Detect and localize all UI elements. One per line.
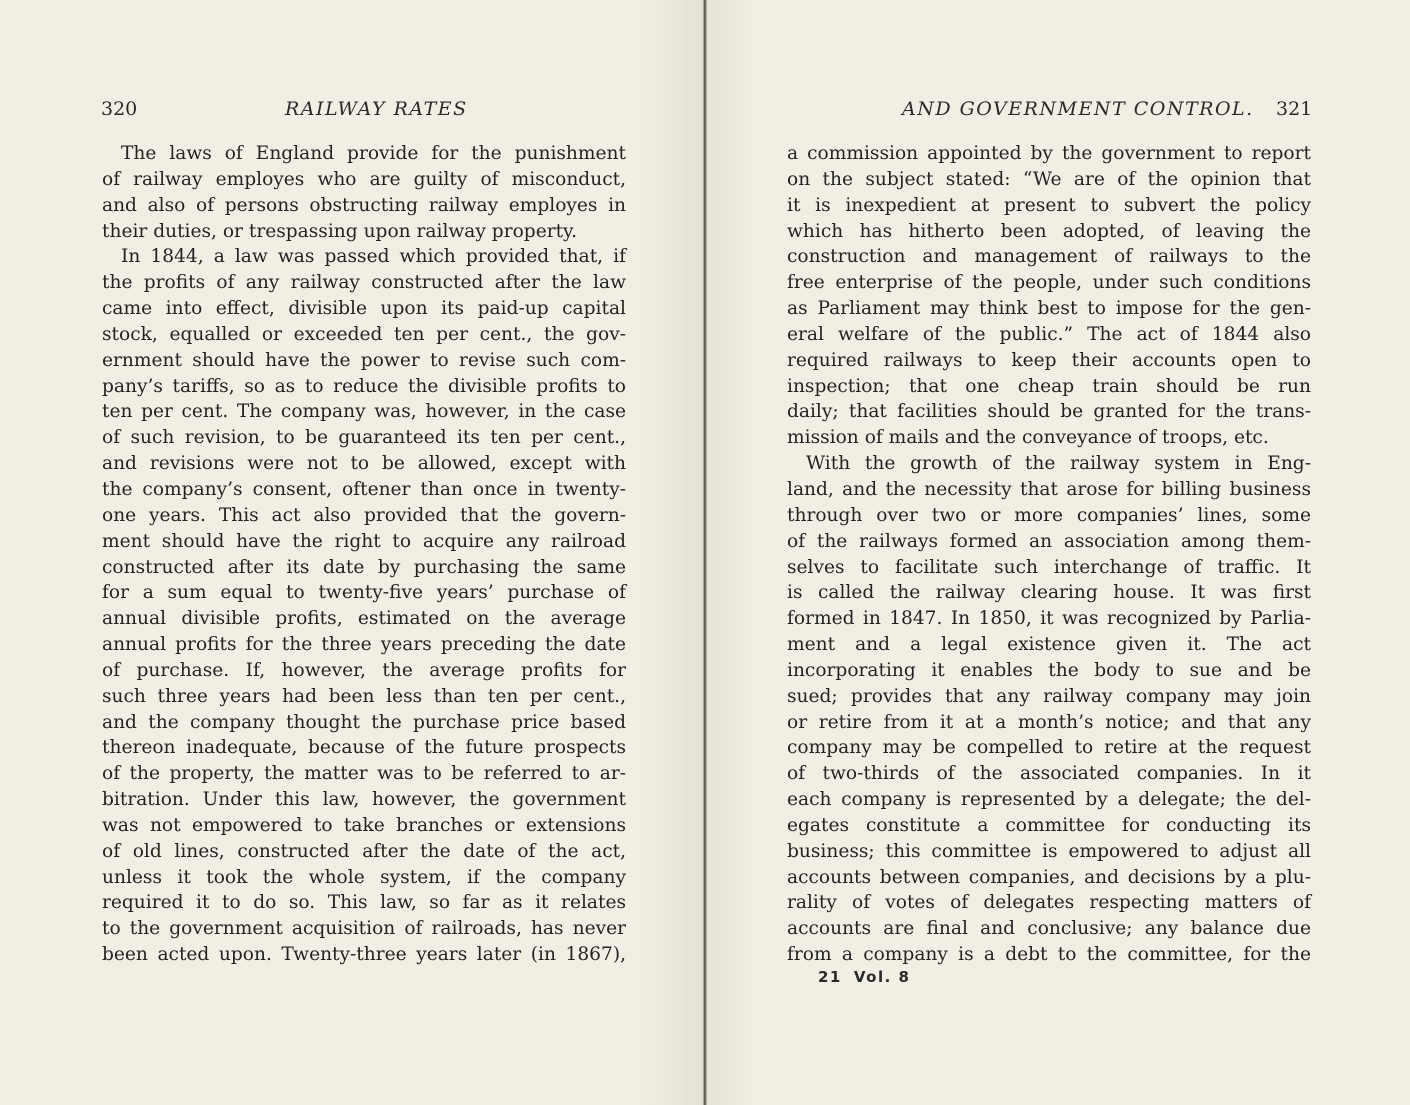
right-page-text-line: business; this committee is empowered to adjust all <box>787 840 1311 862</box>
left-page-text-line: annual divisible profits, estimated on the average <box>102 608 626 630</box>
left-page-text-line: the profits of any railway constructed after the law <box>102 272 626 294</box>
right-page-text-line: sued; provides that any railway company may join <box>787 685 1311 707</box>
signature-volume: Vol. 8 <box>853 968 911 986</box>
gutter-shadow-right <box>707 0 757 1105</box>
right-page-text-line: construction and management of railways to the <box>787 246 1311 268</box>
left-page-text-line: of old lines, constructed after the date of the act, <box>102 840 626 862</box>
right-page-text-line: accounts are final and conclusive; any balance due <box>787 918 1311 940</box>
right-page-text-line: incorporating it enables the body to sue and be <box>787 659 1311 681</box>
right-page-text-line: formed in 1847. In 1850, it was recognized by Parlia- <box>787 608 1311 630</box>
right-page-text-line: free enterprise of the people, under such conditions <box>787 272 1311 294</box>
left-page-text-line: been acted upon. Twenty-three years later (in 1867), <box>102 944 626 966</box>
left-page-text-line: The laws of England provide for the punishment <box>121 143 626 164</box>
right-page-text-line: as Parliament may think best to impose for the gen- <box>787 298 1311 320</box>
right-page-text-line: egates constitute a committee for conducting its <box>787 814 1311 836</box>
right-page-text-line: each company is represented by a delegate; the del- <box>787 789 1311 811</box>
left-page-text-line: pany’s tariffs, so as to reduce the divisible profits to <box>102 375 626 397</box>
left-page-text-line: unless it took the whole system, if the company <box>102 866 626 888</box>
right-page-text-line: company may be compelled to retire at the request <box>787 737 1311 759</box>
right-page-text-line: from a company is a debt to the committee, for the <box>787 944 1311 966</box>
left-page-text-line: and the company thought the purchase price based <box>102 711 626 733</box>
left-page-text-line: ment should have the right to acquire any railroad <box>102 530 626 552</box>
left-page-text-line: such three years had been less than ten per cent., <box>102 685 626 707</box>
left-page-text-line: the company’s consent, oftener than once in twenty- <box>102 478 626 500</box>
left-page-text-line: annual profits for the three years preceding the date <box>102 634 626 656</box>
left-page-text-line: In 1844, a law was passed which provided that, if <box>121 246 626 268</box>
left-page-text-line: of railway employes who are guilty of misconduct, <box>102 168 626 190</box>
book-gutter <box>703 0 707 1105</box>
left-page-body <box>102 141 626 968</box>
left-page-text-line: ernment should have the power to revise such com- <box>102 349 626 371</box>
left-page-text-line: to the government acquisition of railroads, has never <box>102 918 626 940</box>
left-page-text-line: for a sum equal to twenty-five years’ purchase of <box>102 582 626 604</box>
right-page-text-line: eral welfare of the public.” The act of 1844 also <box>787 323 1311 345</box>
left-page-text-line: of purchase. If, however, the average profits for <box>102 659 626 681</box>
right-page-text-line: a commission appointed by the government to report <box>787 143 1311 164</box>
right-page-text-line: it is inexpedient at present to subvert the policy <box>787 194 1311 216</box>
left-page-text-line: bitration. Under this law, however, the government <box>102 789 626 811</box>
left-page-text-line: ten per cent. The company was, however, in the case <box>102 401 626 423</box>
right-page-text-line: of the railways formed an association among them- <box>787 530 1311 552</box>
gutter-shadow-left <box>640 0 703 1105</box>
right-page-text-line: required railways to keep their accounts open to <box>787 349 1311 371</box>
right-page-text-line: ment and a legal existence given it. The act <box>787 634 1311 656</box>
signature-sheet-number: 21 <box>818 968 842 986</box>
left-page-text-line: of the property, the matter was to be referred to ar- <box>102 763 626 785</box>
left-page-text-line: came into effect, divisible upon its paid-up capital <box>102 298 626 320</box>
right-page-text-line: of two-thirds of the associated companies. In it <box>787 763 1311 785</box>
right-page-text-line: is called the railway clearing house. It was first <box>787 582 1311 604</box>
right-page-text-line: With the growth of the railway system in Eng- <box>806 453 1311 475</box>
right-page-text-line: rality of votes of delegates respecting matters of <box>787 892 1311 914</box>
right-page-text-line: on the subject stated: “We are of the opinion that <box>787 168 1311 190</box>
left-page-text-line: required it to do so. This law, so far as it relates <box>102 892 626 914</box>
signature-mark <box>818 968 922 986</box>
right-page-number: 321 <box>1276 98 1313 120</box>
right-page-text-line: mission of mails and the conveyance of troops, etc. <box>787 427 1269 449</box>
right-page-text-line: through over two or more companies’ lines, some <box>787 504 1311 526</box>
left-page-text-line: thereon inadequate, because of the future prospects <box>102 737 626 759</box>
left-page-text-line: and also of persons obstructing railway employes in <box>102 194 626 216</box>
left-page-text-line: was not empowered to take branches or extensions <box>102 814 626 836</box>
right-page-text-line: selves to facilitate such interchange of traffic. It <box>787 556 1311 578</box>
right-page-text-line: daily; that facilities should be granted for the trans- <box>787 401 1311 423</box>
left-running-head: RAILWAY RATES <box>285 98 468 120</box>
right-page-body <box>787 141 1311 968</box>
right-page-text-line: which has hitherto been adopted, of leaving the <box>787 220 1311 242</box>
right-page-text-line: or retire from it at a month’s notice; and that any <box>787 711 1311 733</box>
right-page-text-line: land, and the necessity that arose for billing business <box>787 478 1311 500</box>
left-page-text-line: of such revision, to be guaranteed its ten per cent., <box>102 427 626 449</box>
right-page-text-line: accounts between companies, and decisions by a plu- <box>787 866 1311 888</box>
left-page-number: 320 <box>101 98 138 120</box>
left-page-text-line: stock, equalled or exceeded ten per cent., the gov- <box>102 323 626 345</box>
left-page-text-line: one years. This act also provided that the govern- <box>102 504 626 526</box>
left-page-text-line: constructed after its date by purchasing the same <box>102 556 626 578</box>
left-page-text-line: their duties, or trespassing upon railway property. <box>102 220 578 242</box>
right-running-head: AND GOVERNMENT CONTROL. <box>902 98 1254 120</box>
left-page-text-line: and revisions were not to be allowed, except with <box>102 453 626 475</box>
right-page-text-line: inspection; that one cheap train should be run <box>787 375 1311 397</box>
